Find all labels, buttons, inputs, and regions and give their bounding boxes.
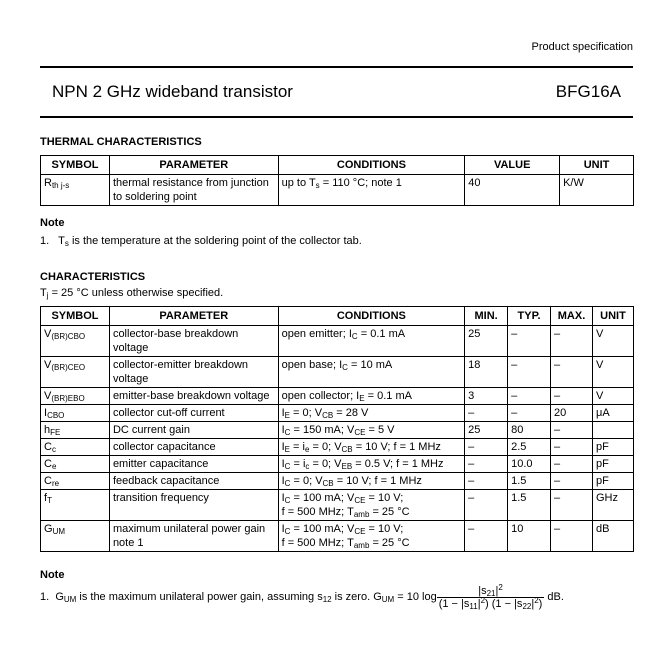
symbol-cell: $C_e$ bbox=[41, 456, 110, 473]
unit-cell: V bbox=[592, 388, 633, 405]
col-typ: TYP. bbox=[508, 307, 551, 326]
symbol-sub: th j-s bbox=[51, 181, 70, 190]
typ-cell: – bbox=[508, 388, 551, 405]
table-row bbox=[41, 521, 634, 552]
conditions-cell: $I_C = 0$; $V_{CB} = 10$ V; f = 1 MHz bbox=[278, 473, 465, 490]
table-row bbox=[41, 473, 634, 490]
part-number: BFG16A bbox=[555, 82, 621, 101]
table-row bbox=[41, 405, 634, 422]
parameter-cell: emitter-base breakdown voltage bbox=[109, 388, 278, 405]
formula-numerator: $|s_{21}|^2$ bbox=[437, 585, 545, 598]
min-cell: 25 bbox=[465, 326, 508, 357]
parameter-cell: collector cut-off current bbox=[109, 405, 278, 422]
min-cell: – bbox=[465, 521, 508, 552]
table-row bbox=[41, 439, 634, 456]
min-cell: 3 bbox=[465, 388, 508, 405]
characteristics-note-heading: Note bbox=[40, 569, 65, 581]
min-cell: – bbox=[465, 405, 508, 422]
symbol-cell bbox=[41, 175, 110, 206]
formula-unit: dB. bbox=[547, 591, 564, 603]
formula-denominator: $(1 - |s_{11}|^2)$ $(1 - |s_{22}|^2)$ bbox=[438, 595, 543, 611]
note-number: 1. bbox=[40, 235, 50, 247]
unit-cell: pF bbox=[592, 439, 633, 456]
unit-cell: μA bbox=[592, 405, 633, 422]
max-cell: 20 bbox=[551, 405, 593, 422]
table-row bbox=[41, 490, 634, 521]
col-unit: UNIT bbox=[560, 156, 634, 175]
unit-cell: V bbox=[592, 357, 633, 388]
characteristics-table bbox=[40, 306, 634, 552]
conditions-cell: $I_E = i_e = 0$; $V_{CB} = 10$ V; f = 1 MHz bbox=[278, 439, 465, 456]
typ-cell: – bbox=[508, 405, 551, 422]
symbol-cell: $G_{UM}$ bbox=[41, 521, 110, 552]
header-rule-bottom bbox=[40, 116, 633, 118]
max-cell: – bbox=[551, 521, 593, 552]
table-row bbox=[41, 422, 634, 439]
conditions-cell: $I_C = 100$ mA; $V_{CE} = 10$ V; f = 500 MHz; $T_{amb} = 25$ °C bbox=[278, 521, 465, 552]
unit-cell: GHz bbox=[592, 490, 633, 521]
symbol-main: R bbox=[44, 177, 52, 189]
conditions-cell: $I_C = 100$ mA; $V_{CE} = 10$ V; f = 500 MHz; $T_{amb} = 25$ °C bbox=[278, 490, 465, 521]
note-sub: s bbox=[64, 239, 69, 248]
thermal-heading: THERMAL CHARACTERISTICS bbox=[40, 136, 202, 148]
cond-sub: s bbox=[315, 181, 320, 190]
parameter-cell: DC current gain bbox=[109, 422, 278, 439]
note-text-a: T bbox=[58, 235, 65, 247]
min-cell: – bbox=[465, 473, 508, 490]
unit-cell: pF bbox=[592, 473, 633, 490]
note-number: 1. bbox=[40, 591, 50, 603]
page-title: NPN 2 GHz wideband transistor bbox=[52, 82, 293, 101]
max-cell: – bbox=[551, 422, 593, 439]
note-text: $G_{UM}$ is the maximum unilateral power gain, assuming $s_{12}$ is zero. $G_{UM} = 10$ log bbox=[55, 591, 437, 604]
col-value: VALUE bbox=[465, 156, 560, 175]
table-row bbox=[41, 388, 634, 405]
conditions-cell: open collector; $I_E = 0.1$ mA bbox=[278, 388, 465, 405]
unit-cell: dB bbox=[592, 521, 633, 552]
col-conditions: CONDITIONS bbox=[278, 307, 465, 326]
max-cell: – bbox=[551, 490, 593, 521]
symbol-cell: $h_{FE}$ bbox=[41, 422, 110, 439]
max-cell: – bbox=[551, 439, 593, 456]
parameter-cell: feedback capacitance bbox=[109, 473, 278, 490]
subtitle-sub: j bbox=[46, 291, 49, 300]
unit-cell: V bbox=[592, 326, 633, 357]
cond-b: = 110 °C; note 1 bbox=[319, 177, 402, 189]
conditions-cell: $I_C = 150$ mA; $V_{CE} = 5$ V bbox=[278, 422, 465, 439]
symbol-cell: $V_{(BR)CBO}$ bbox=[41, 326, 110, 357]
min-cell: – bbox=[465, 490, 508, 521]
max-cell: – bbox=[551, 326, 593, 357]
table-row bbox=[41, 326, 634, 357]
value-cell: 40 bbox=[465, 175, 560, 206]
symbol-cell: $V_{(BR)CEO}$ bbox=[41, 357, 110, 388]
typ-cell: 1.5 bbox=[508, 490, 551, 521]
parameter-cell: collector capacitance bbox=[109, 439, 278, 456]
symbol-cell: $I_{CBO}$ bbox=[41, 405, 110, 422]
col-symbol: SYMBOL bbox=[41, 307, 110, 326]
parameter-cell: thermal resistance from junction to soldering point bbox=[109, 175, 278, 206]
max-cell: – bbox=[551, 388, 593, 405]
min-cell: – bbox=[465, 439, 508, 456]
col-max: MAX. bbox=[551, 307, 593, 326]
characteristics-header-row bbox=[41, 307, 634, 326]
max-cell: – bbox=[551, 456, 593, 473]
cond-a: up to T bbox=[281, 177, 316, 189]
symbol-cell: $V_{(BR)EBO}$ bbox=[41, 388, 110, 405]
col-conditions: CONDITIONS bbox=[278, 156, 465, 175]
unit-cell: pF bbox=[592, 456, 633, 473]
min-cell: 25 bbox=[465, 422, 508, 439]
col-min: MIN. bbox=[465, 307, 508, 326]
note-text-b: is the temperature at the soldering point of the collector tab. bbox=[68, 235, 362, 247]
conditions-cell: $I_E = 0$; $V_{CB} = 28$ V bbox=[278, 405, 465, 422]
parameter-cell: maximum unilateral power gain note 1 bbox=[109, 521, 278, 552]
characteristics-heading: CHARACTERISTICS bbox=[40, 271, 146, 283]
typ-cell: – bbox=[508, 326, 551, 357]
symbol-cell: $C_{re}$ bbox=[41, 473, 110, 490]
parameter-cell: collector-emitter breakdown voltage bbox=[109, 357, 278, 388]
unit-cell bbox=[592, 422, 633, 439]
characteristics-note bbox=[40, 577, 564, 617]
typ-cell: 10 bbox=[508, 521, 551, 552]
gain-formula bbox=[437, 582, 545, 611]
col-symbol: SYMBOL bbox=[41, 156, 110, 175]
typ-cell: 1.5 bbox=[508, 473, 551, 490]
typ-cell: 80 bbox=[508, 422, 551, 439]
typ-cell: 2.5 bbox=[508, 439, 551, 456]
conditions-cell: $I_C = i_c = 0$; $V_{EB} = 0.5$ V; f = 1 MHz bbox=[278, 456, 465, 473]
table-row bbox=[41, 357, 634, 388]
min-cell: 18 bbox=[465, 357, 508, 388]
symbol-cell: $f_T$ bbox=[41, 490, 110, 521]
parameter-cell: collector-base breakdown voltage bbox=[109, 326, 278, 357]
max-cell: – bbox=[551, 473, 593, 490]
thermal-header-row bbox=[41, 156, 634, 175]
unit-cell: K/W bbox=[560, 175, 634, 206]
conditions-cell: open base; $I_C = 10$ mA bbox=[278, 357, 465, 388]
col-parameter: PARAMETER bbox=[109, 307, 278, 326]
thermal-table bbox=[40, 155, 634, 206]
typ-cell: – bbox=[508, 357, 551, 388]
characteristics-subtitle bbox=[40, 287, 223, 299]
subtitle-b: = 25 °C unless otherwise specified. bbox=[48, 287, 224, 299]
table-row bbox=[41, 456, 634, 473]
thermal-note bbox=[40, 235, 362, 247]
parameter-cell: transition frequency bbox=[109, 490, 278, 521]
min-cell: – bbox=[465, 456, 508, 473]
parameter-cell: emitter capacitance bbox=[109, 456, 278, 473]
table-row bbox=[41, 175, 634, 206]
max-cell: – bbox=[551, 357, 593, 388]
typ-cell: 10.0 bbox=[508, 456, 551, 473]
document-type: Product specification bbox=[531, 41, 633, 53]
thermal-note-heading: Note bbox=[40, 217, 65, 229]
col-parameter: PARAMETER bbox=[109, 156, 278, 175]
header-rule-top bbox=[40, 66, 633, 68]
col-unit: UNIT bbox=[592, 307, 633, 326]
subtitle-a: T bbox=[40, 287, 47, 299]
conditions-cell: open emitter; $I_C = 0.1$ mA bbox=[278, 326, 465, 357]
symbol-cell: $C_c$ bbox=[41, 439, 110, 456]
conditions-cell bbox=[278, 175, 465, 206]
